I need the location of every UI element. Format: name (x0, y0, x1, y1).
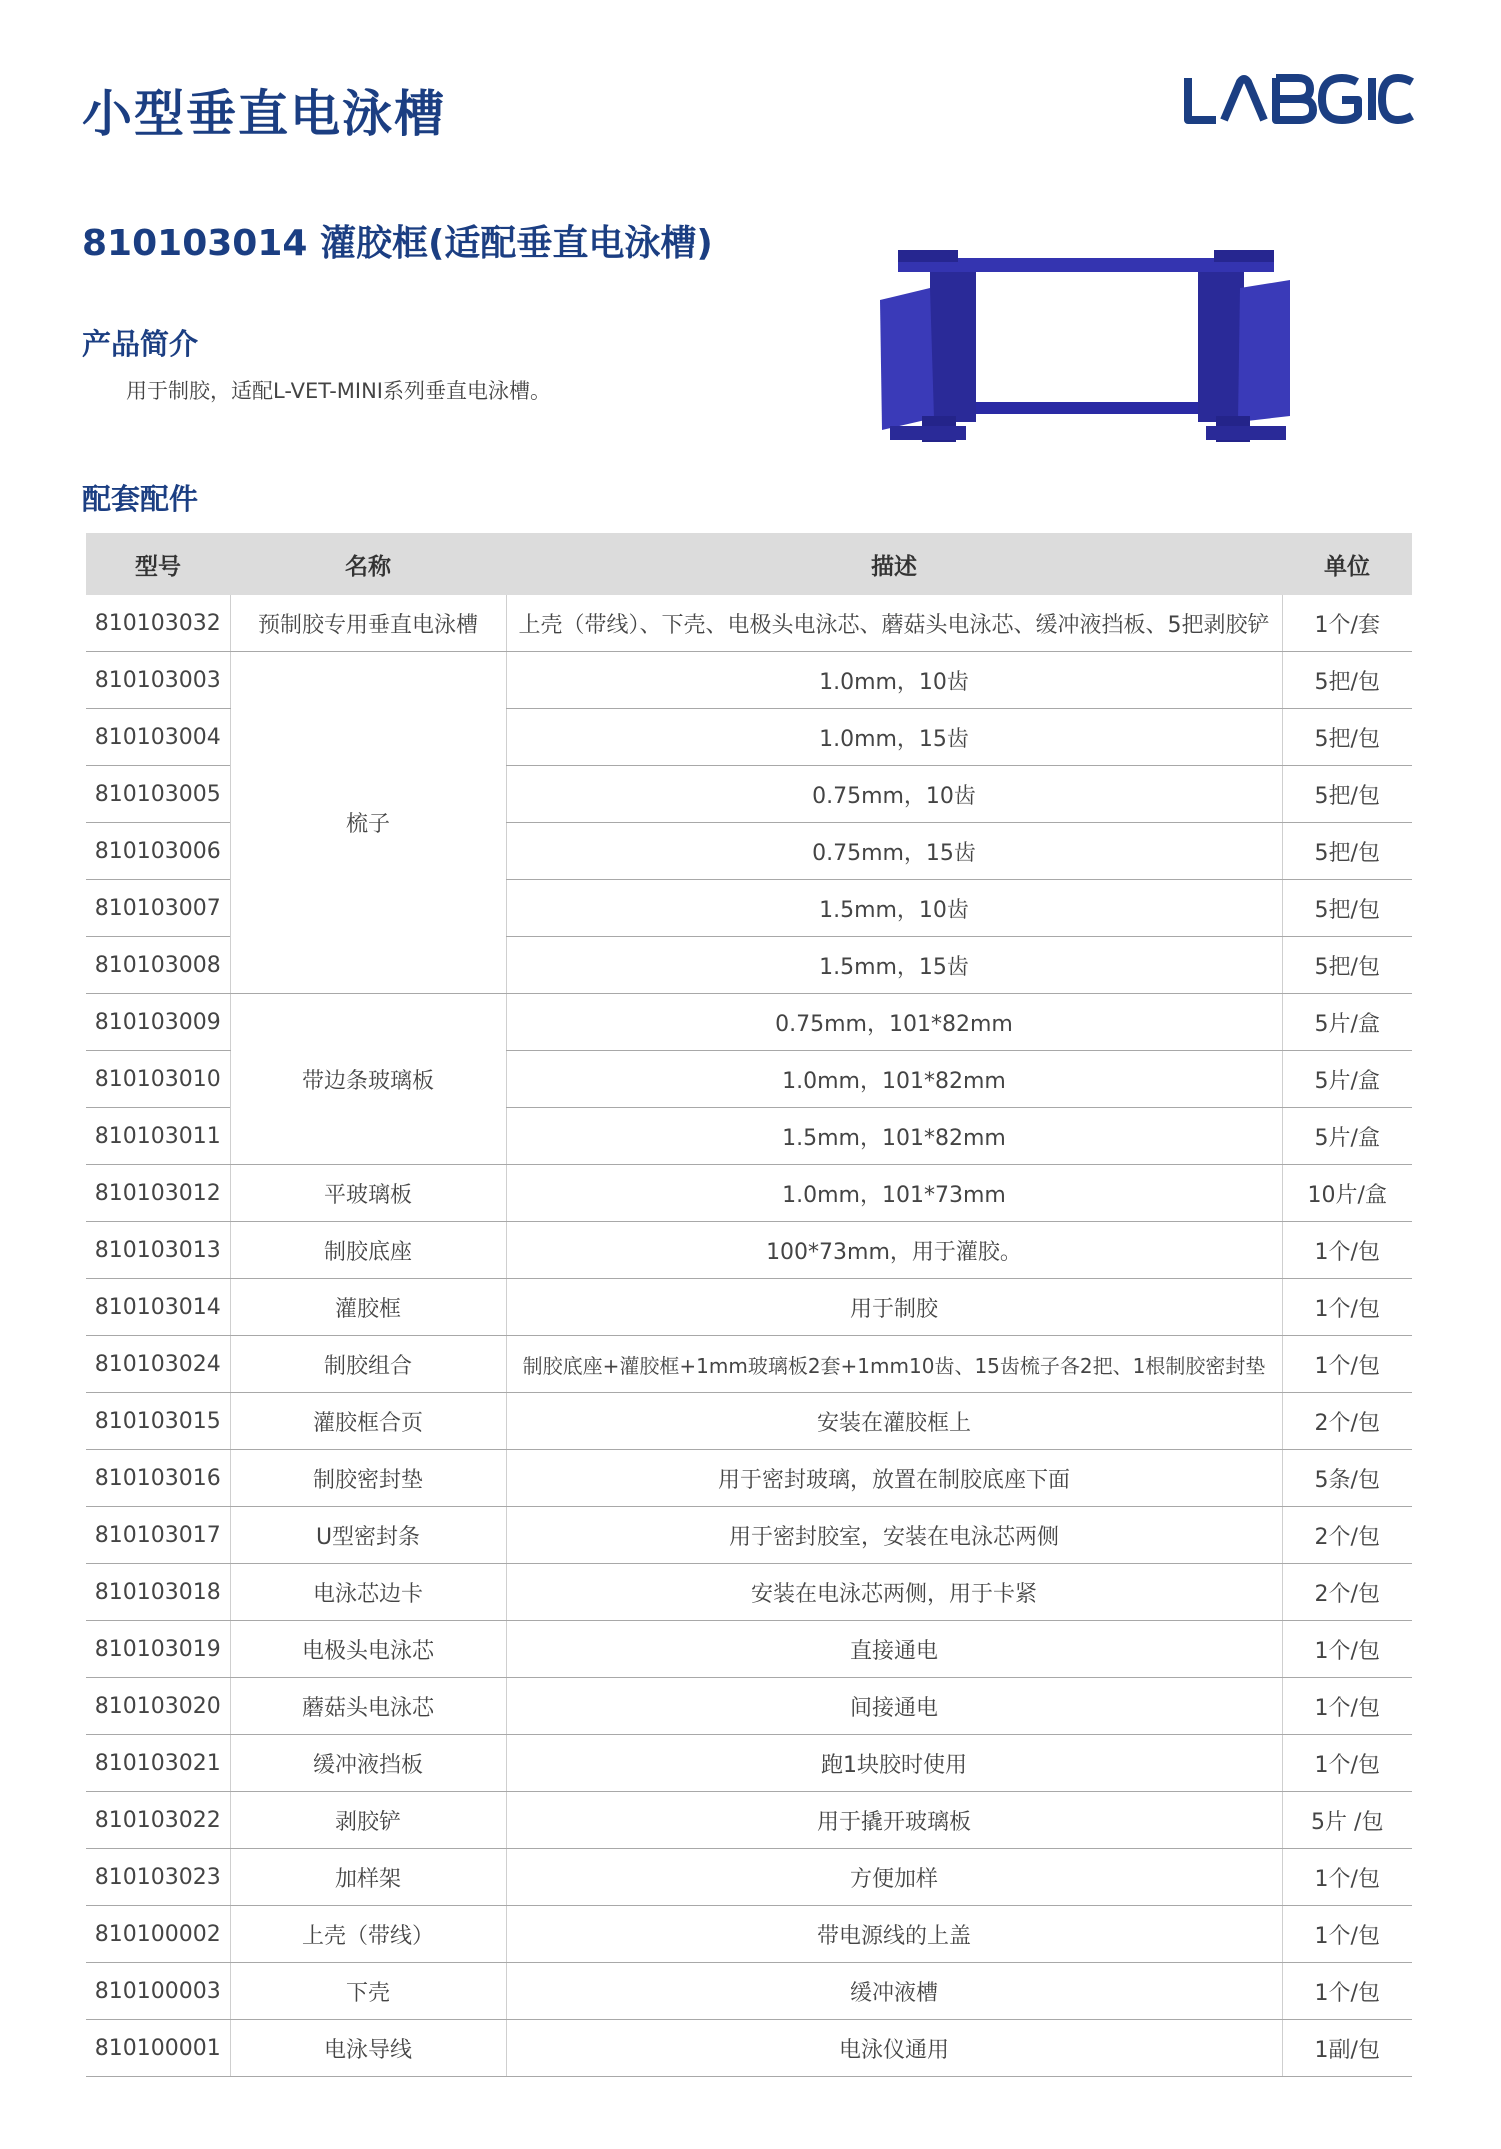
name-cell: 预制胶专用垂直电泳槽 (230, 595, 506, 652)
intro-heading: 产品简介 (82, 327, 199, 361)
col-model-header: 型号 (86, 533, 230, 595)
product-title: 810103014 灌胶框(适配垂直电泳槽) (82, 223, 713, 264)
model-cell: 810103006 (86, 823, 230, 880)
desc-cell: 缓冲液槽 (506, 1963, 1282, 2020)
name-cell: 带边条玻璃板 (230, 994, 506, 1165)
unit-cell: 1个/包 (1282, 1906, 1412, 1963)
unit-cell: 5把/包 (1282, 652, 1412, 709)
labgic-logo (1182, 70, 1414, 128)
name-cell: 缓冲液挡板 (230, 1735, 506, 1792)
unit-cell: 5片/盒 (1282, 1051, 1412, 1108)
unit-cell: 1个/包 (1282, 1222, 1412, 1279)
desc-cell: 1.5mm，10齿 (506, 880, 1282, 937)
desc-cell: 跑1块胶时使用 (506, 1735, 1282, 1792)
name-cell: 电泳导线 (230, 2020, 506, 2077)
desc-cell: 间接通电 (506, 1678, 1282, 1735)
desc-cell: 电泳仪通用 (506, 2020, 1282, 2077)
name-cell: 灌胶框合页 (230, 1393, 506, 1450)
table-header-row (86, 533, 1412, 595)
model-cell: 810103024 (86, 1336, 230, 1393)
table-row (86, 1735, 1412, 1792)
table-row (86, 1393, 1412, 1450)
name-cell: 蘑菇头电泳芯 (230, 1678, 506, 1735)
model-cell: 810103005 (86, 766, 230, 823)
unit-cell: 1个/包 (1282, 1735, 1412, 1792)
name-cell: 加样架 (230, 1849, 506, 1906)
table-row (86, 1165, 1412, 1222)
unit-cell: 1个/包 (1282, 1849, 1412, 1906)
intro-text: 用于制胶，适配L-VET-MINI系列垂直电泳槽。 (126, 379, 552, 403)
desc-cell: 用于撬开玻璃板 (506, 1792, 1282, 1849)
model-cell: 810103003 (86, 652, 230, 709)
desc-cell: 1.0mm，10齿 (506, 652, 1282, 709)
name-cell: 平玻璃板 (230, 1165, 506, 1222)
table-row (86, 652, 1412, 709)
table-row (86, 1792, 1412, 1849)
model-cell: 810103008 (86, 937, 230, 994)
name-cell: 制胶密封垫 (230, 1450, 506, 1507)
model-cell: 810103014 (86, 1279, 230, 1336)
desc-cell: 100*73mm，用于灌胶。 (506, 1222, 1282, 1279)
model-cell: 810103011 (86, 1108, 230, 1165)
product-image (870, 240, 1302, 460)
table-row (86, 1678, 1412, 1735)
desc-cell: 方便加样 (506, 1849, 1282, 1906)
desc-cell: 上壳（带线）、下壳、电极头电泳芯、蘑菇头电泳芯、缓冲液挡板、5把剥胶铲 (506, 595, 1282, 652)
name-cell: 下壳 (230, 1963, 506, 2020)
model-cell: 810103012 (86, 1165, 230, 1222)
name-cell: 制胶底座 (230, 1222, 506, 1279)
unit-cell: 1个/套 (1282, 595, 1412, 652)
unit-cell: 2个/包 (1282, 1393, 1412, 1450)
unit-cell: 5把/包 (1282, 880, 1412, 937)
accessories-heading: 配套配件 (82, 482, 199, 516)
table-row (86, 1906, 1412, 1963)
desc-cell: 直接通电 (506, 1621, 1282, 1678)
desc-cell: 0.75mm，10齿 (506, 766, 1282, 823)
table-row (86, 1564, 1412, 1621)
unit-cell: 10片/盒 (1282, 1165, 1412, 1222)
name-cell: U型密封条 (230, 1507, 506, 1564)
desc-cell: 1.5mm，15齿 (506, 937, 1282, 994)
model-cell: 810103018 (86, 1564, 230, 1621)
accessories-table (86, 533, 1412, 2077)
table-row (86, 1849, 1412, 1906)
table-row (86, 595, 1412, 652)
name-cell: 制胶组合 (230, 1336, 506, 1393)
col-name-header: 名称 (230, 533, 506, 595)
unit-cell: 1副/包 (1282, 2020, 1412, 2077)
unit-cell: 5把/包 (1282, 766, 1412, 823)
desc-cell: 1.0mm，101*82mm (506, 1051, 1282, 1108)
model-cell: 810103007 (86, 880, 230, 937)
unit-cell: 1个/包 (1282, 1279, 1412, 1336)
unit-cell: 1个/包 (1282, 1963, 1412, 2020)
table-row (86, 1963, 1412, 2020)
desc-cell: 1.0mm，15齿 (506, 709, 1282, 766)
model-cell: 810103004 (86, 709, 230, 766)
unit-cell: 5条/包 (1282, 1450, 1412, 1507)
unit-cell: 5把/包 (1282, 823, 1412, 880)
table-row (86, 1336, 1412, 1393)
desc-cell: 用于密封玻璃，放置在制胶底座下面 (506, 1450, 1282, 1507)
table-row (86, 2020, 1412, 2077)
page-title: 小型垂直电泳槽 (82, 85, 446, 143)
desc-cell: 带电源线的上盖 (506, 1906, 1282, 1963)
table-row (86, 1621, 1412, 1678)
unit-cell: 1个/包 (1282, 1336, 1412, 1393)
table-row (86, 1507, 1412, 1564)
unit-cell: 2个/包 (1282, 1507, 1412, 1564)
unit-cell: 5片/盒 (1282, 1108, 1412, 1165)
table-row (86, 1450, 1412, 1507)
table-row (86, 994, 1412, 1051)
model-cell: 810100003 (86, 1963, 230, 2020)
desc-cell: 1.5mm，101*82mm (506, 1108, 1282, 1165)
desc-cell: 安装在灌胶框上 (506, 1393, 1282, 1450)
unit-cell: 5片/盒 (1282, 994, 1412, 1051)
name-cell: 电极头电泳芯 (230, 1621, 506, 1678)
model-cell: 810103017 (86, 1507, 230, 1564)
name-cell: 剥胶铲 (230, 1792, 506, 1849)
name-cell: 灌胶框 (230, 1279, 506, 1336)
unit-cell: 5片 /包 (1282, 1792, 1412, 1849)
model-cell: 810100002 (86, 1906, 230, 1963)
unit-cell: 5把/包 (1282, 709, 1412, 766)
model-cell: 810100001 (86, 2020, 230, 2077)
desc-cell: 0.75mm，15齿 (506, 823, 1282, 880)
model-cell: 810103013 (86, 1222, 230, 1279)
name-cell: 上壳（带线） (230, 1906, 506, 1963)
desc-cell: 1.0mm，101*73mm (506, 1165, 1282, 1222)
model-cell: 810103022 (86, 1792, 230, 1849)
unit-cell: 5把/包 (1282, 937, 1412, 994)
model-cell: 810103015 (86, 1393, 230, 1450)
model-cell: 810103023 (86, 1849, 230, 1906)
desc-cell: 0.75mm，101*82mm (506, 994, 1282, 1051)
desc-cell: 制胶底座+灌胶框+1mm玻璃板2套+1mm10齿、15齿梳子各2把、1根制胶密封垫 (506, 1336, 1282, 1393)
model-cell: 810103032 (86, 595, 230, 652)
name-cell: 梳子 (230, 652, 506, 994)
model-cell: 810103010 (86, 1051, 230, 1108)
unit-cell: 1个/包 (1282, 1678, 1412, 1735)
model-cell: 810103021 (86, 1735, 230, 1792)
col-unit-header: 单位 (1282, 533, 1412, 595)
col-desc-header: 描述 (506, 533, 1282, 595)
desc-cell: 用于制胶 (506, 1279, 1282, 1336)
desc-cell: 用于密封胶室，安装在电泳芯两侧 (506, 1507, 1282, 1564)
model-cell: 810103020 (86, 1678, 230, 1735)
model-cell: 810103019 (86, 1621, 230, 1678)
desc-cell: 安装在电泳芯两侧，用于卡紧 (506, 1564, 1282, 1621)
unit-cell: 2个/包 (1282, 1564, 1412, 1621)
unit-cell: 1个/包 (1282, 1621, 1412, 1678)
name-cell: 电泳芯边卡 (230, 1564, 506, 1621)
model-cell: 810103016 (86, 1450, 230, 1507)
table-row (86, 1222, 1412, 1279)
table-row (86, 1279, 1412, 1336)
model-cell: 810103009 (86, 994, 230, 1051)
